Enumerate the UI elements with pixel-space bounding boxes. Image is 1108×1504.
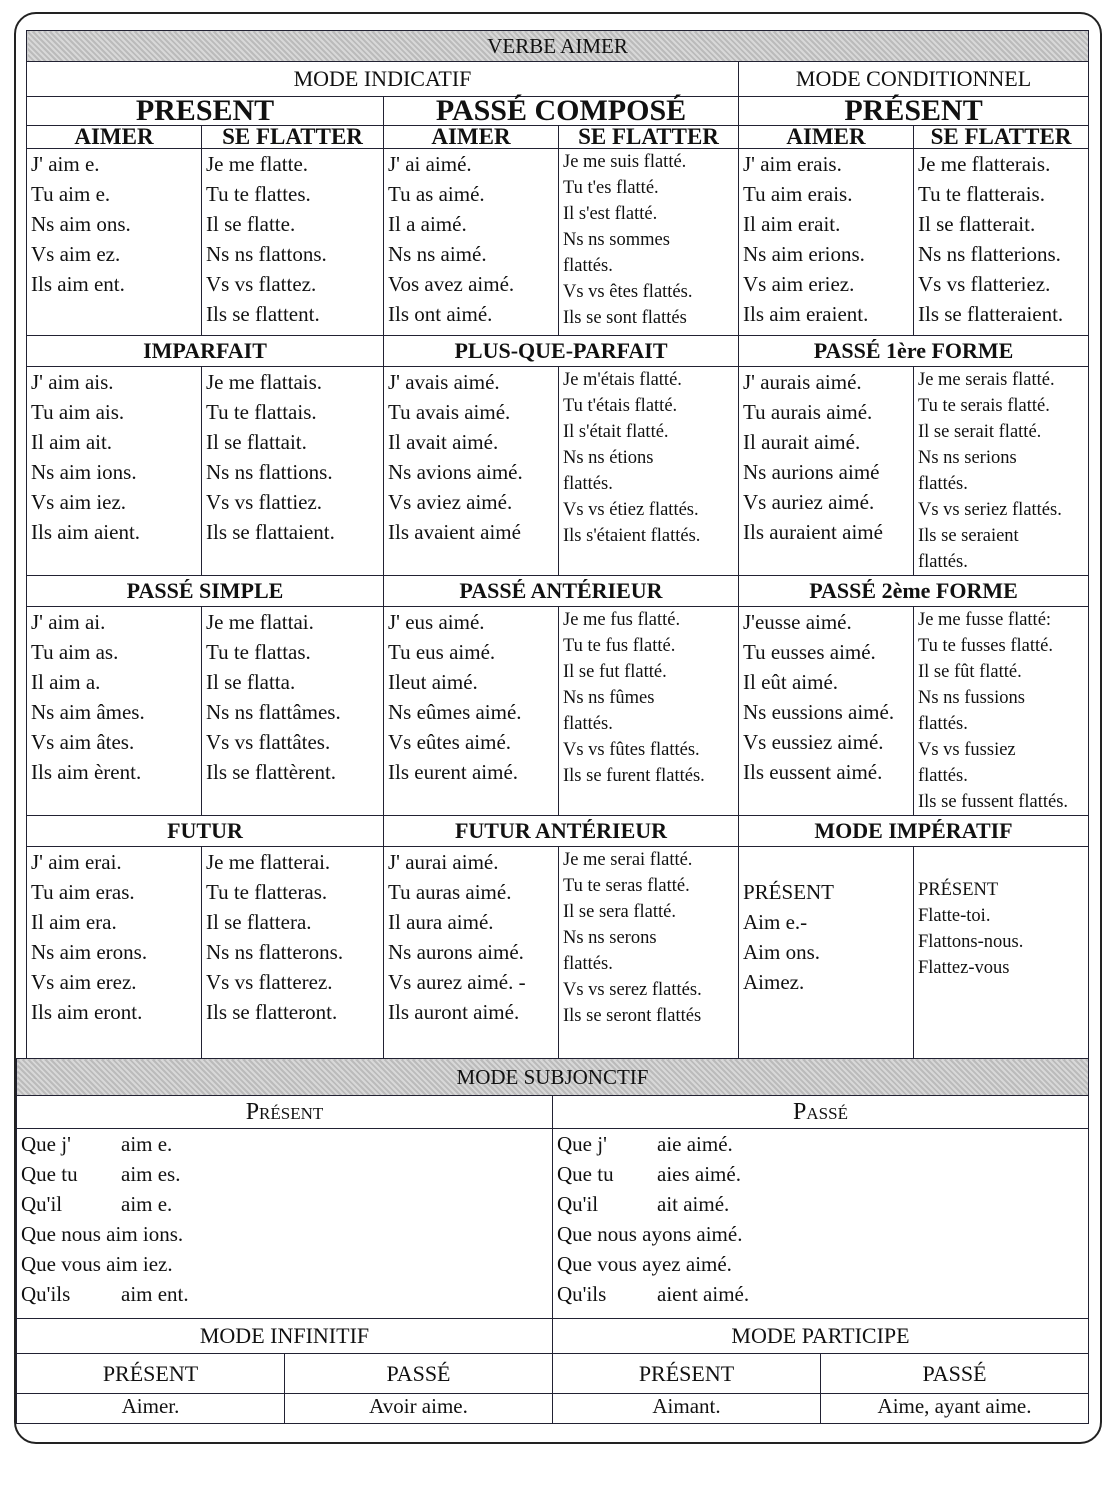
- conjugation-line: J' aim e.: [31, 152, 100, 176]
- conjugation-cell: [914, 607, 1089, 816]
- subjonctif-pronoun: Que vous aim iez.: [21, 1252, 173, 1276]
- conjugation-line: Vs vs flatteriez.: [918, 272, 1051, 296]
- conjugation-line: Flattez-vous: [918, 958, 1010, 978]
- conjugation-line: PRÉSENT: [918, 880, 999, 900]
- subjonctif-present-cell: [17, 1129, 553, 1319]
- conjugation-cell: [202, 149, 384, 336]
- conjugation-line: Ils se seront flattés: [563, 1006, 702, 1026]
- conjugation-line: Ns ns serions: [918, 448, 1017, 468]
- conjugation-line: Ns ns fussions: [918, 688, 1025, 708]
- conjugation-line: Ileut aimé.: [388, 670, 478, 694]
- conjugation-line: Ns ns flattons.: [206, 242, 327, 266]
- subjonctif-line: [557, 1249, 1084, 1279]
- conjugation-line: Il se flatterait.: [918, 212, 1036, 236]
- participe-passe-value: Aime, ayant aime.: [821, 1394, 1089, 1424]
- subjonctif-pronoun: Que tu: [557, 1162, 614, 1186]
- mode-conditionnel-label: MODE CONDITIONNEL: [739, 62, 1089, 97]
- conjugation-line: Il avait aimé.: [388, 430, 499, 454]
- conjugation-line: Ns aim âmes.: [31, 700, 145, 724]
- conjugation-cell: [739, 367, 914, 576]
- conjugation-line: Vos avez aimé.: [388, 272, 515, 296]
- conjugation-line: Ns aurons aimé.: [388, 940, 524, 964]
- conjugation-line: Tu aim as.: [31, 640, 119, 664]
- verb-column-heading: SE FLATTER: [914, 126, 1089, 149]
- conjugation-line: Ils s'étaient flattés.: [563, 526, 701, 546]
- conjugation-line: Ils auraient aimé: [743, 520, 883, 544]
- conjugation-line: J' aim ais.: [31, 370, 114, 394]
- verb-title: VERBE AIMER: [27, 31, 1089, 62]
- conjugation-line: Tu as aimé.: [388, 182, 485, 206]
- conjugation-line: Vs aim erez.: [31, 970, 137, 994]
- conjugation-line: Il se flatte.: [206, 212, 296, 236]
- conjugation-line: Ils aim èrent.: [31, 760, 142, 784]
- conjugation-line: J' aim erais.: [743, 152, 842, 176]
- conjugation-cell: [202, 607, 384, 816]
- conjugation-line: Aimez.: [743, 970, 805, 994]
- conjugation-line: Ils auront aimé.: [388, 1000, 520, 1024]
- tense-heading: PASSÉ ANTÉRIEUR: [384, 576, 739, 607]
- conjugation-line: Tu te flatteras.: [206, 880, 328, 904]
- tense-heading: PLUS-QUE-PARFAIT: [384, 336, 739, 367]
- conjugation-line: Tu t'étais flatté.: [563, 396, 678, 416]
- conjugation-line: PRÉSENT: [743, 880, 835, 904]
- conjugation-line: Il aim era.: [31, 910, 117, 934]
- conjugation-line: Ns ns serons: [563, 928, 657, 948]
- conjugation-line: Ns eussions aimé.: [743, 700, 895, 724]
- conjugation-line: Vs eussiez aimé.: [743, 730, 884, 754]
- conjugation-line: J'eusse aimé.: [743, 610, 852, 634]
- mode-infinitif-label: MODE INFINITIF: [17, 1319, 553, 1354]
- subjonctif-form: aies aimé.: [657, 1162, 741, 1186]
- conjugation-line: Aim e.-: [743, 910, 808, 934]
- conjugation-line: Ils avaient aimé: [388, 520, 521, 544]
- conjugation-line: Tu te flattes.: [206, 182, 311, 206]
- verb-column-heading: AIMER: [27, 126, 202, 149]
- conjugation-line: J' aim erai.: [31, 850, 122, 874]
- conjugation-line: Il se fût flatté.: [918, 662, 1022, 682]
- subjonctif-line: [21, 1249, 548, 1279]
- conjugation-line: Ns ns aimé.: [388, 242, 487, 266]
- conjugation-line: flattés.: [918, 766, 968, 786]
- subjonctif-present-heading: Présent: [17, 1096, 553, 1129]
- conjugation-line: Ns aurions aimé: [743, 460, 880, 484]
- conjugation-line: Il aurait aimé.: [743, 430, 861, 454]
- subjonctif-line: [557, 1189, 1084, 1219]
- conjugation-line: Je me flatterais.: [918, 152, 1051, 176]
- subjonctif-pronoun: Qu'ils: [21, 1282, 71, 1306]
- infinitif-passe-heading: PASSÉ: [285, 1354, 553, 1394]
- conjugation-line: flattés.: [563, 474, 613, 494]
- conjugation-line: Vs vs flattâtes.: [206, 730, 331, 754]
- subjonctif-pronoun: Qu'ils: [557, 1282, 607, 1306]
- conjugation-line: Vs aim iez.: [31, 490, 127, 514]
- conjugation-line: Tu aim ais.: [31, 400, 125, 424]
- conjugation-line: Tu aim erais.: [743, 182, 853, 206]
- conjugation-line: flattés.: [918, 552, 968, 572]
- conjugation-line: Ils se fussent flattés.: [918, 792, 1069, 812]
- conjugation-line: Vs vs fussiez: [918, 740, 1016, 760]
- participe-present-value: Aimant.: [553, 1394, 821, 1424]
- subjonctif-pronoun: Que tu: [21, 1162, 78, 1186]
- conjugation-line: Ils aim eraient.: [743, 302, 869, 326]
- conjugation-line: Vs vs flatterez.: [206, 970, 333, 994]
- conjugation-line: Il se flatta.: [206, 670, 296, 694]
- conjugation-line: Je me fusse flatté:: [918, 610, 1052, 630]
- conjugation-line: flattés.: [563, 256, 613, 276]
- conjugation-line: J' aurai aimé.: [388, 850, 499, 874]
- conjugation-line: Ns ns fûmes: [563, 688, 655, 708]
- conjugation-line: Ils aim aient.: [31, 520, 141, 544]
- conjugation-line: flattés.: [918, 714, 968, 734]
- infinitif-passe-value: Avoir aime.: [285, 1394, 553, 1424]
- conjugation-line: Ils se flatteraient.: [918, 302, 1064, 326]
- subjonctif-line: [21, 1129, 548, 1159]
- subjonctif-line: [21, 1219, 548, 1249]
- conjugation-line: Ns ns étions: [563, 448, 654, 468]
- conjugation-line: Tu aurais aimé.: [743, 400, 873, 424]
- tense-heading: FUTUR ANTÉRIEUR: [384, 816, 739, 847]
- subjonctif-table: [16, 1058, 1089, 1424]
- tense-heading: PASSÉ COMPOSÉ: [384, 97, 739, 126]
- tense-heading: PRESENT: [27, 97, 384, 126]
- conjugation-line: J' aurais aimé.: [743, 370, 862, 394]
- conjugation-line: Ils se sont flattés: [563, 308, 687, 328]
- conjugation-line: Ils se flattaient.: [206, 520, 335, 544]
- conjugation-line: Tu te flattas.: [206, 640, 311, 664]
- conjugation-line: Vs eûtes aimé.: [388, 730, 512, 754]
- conjugation-line: Ns ns flattions.: [206, 460, 333, 484]
- subjonctif-form: aim es.: [121, 1162, 181, 1186]
- conjugation-cell: [384, 607, 559, 816]
- conjugation-cell: [739, 607, 914, 816]
- subjonctif-line: [557, 1129, 1084, 1159]
- conjugation-line: Tu aim eras.: [31, 880, 135, 904]
- conjugation-cell: [739, 847, 914, 1059]
- conjugation-line: Tu aim e.: [31, 182, 111, 206]
- conjugation-line: Il se flattera.: [206, 910, 312, 934]
- conjugation-line: Ils se flatteront.: [206, 1000, 338, 1024]
- tense-heading: IMPARFAIT: [27, 336, 384, 367]
- conjugation-line: Ils ont aimé.: [388, 302, 493, 326]
- conjugation-line: Ns ns flattâmes.: [206, 700, 341, 724]
- conjugation-line: Il aim erait.: [743, 212, 841, 236]
- conjugation-cell: [384, 367, 559, 576]
- conjugation-line: Tu te fusses flatté.: [918, 636, 1053, 656]
- conjugation-line: Ns aim erons.: [31, 940, 148, 964]
- conjugation-line: Je me flattais.: [206, 370, 323, 394]
- conjugation-line: Tu eusses aimé.: [743, 640, 876, 664]
- subjonctif-form: aient aimé.: [657, 1282, 750, 1306]
- conjugation-line: Ils aim ent.: [31, 272, 125, 296]
- subjonctif-form: aim e.: [121, 1132, 173, 1156]
- conjugation-cell: [739, 149, 914, 336]
- conjugation-line: Tu t'es flatté.: [563, 178, 659, 198]
- conjugation-cell: [559, 607, 739, 816]
- tense-heading: PASSÉ 1ère FORME: [739, 336, 1089, 367]
- conjugation-line: Il se fut flatté.: [563, 662, 667, 682]
- subjonctif-line: [21, 1279, 548, 1309]
- infinitif-present-value: Aimer.: [17, 1394, 285, 1424]
- conjugation-cell: [559, 367, 739, 576]
- conjugation-line: J' aim ai.: [31, 610, 106, 634]
- subjonctif-form: aie aimé.: [657, 1132, 733, 1156]
- tense-heading: PRÉSENT: [739, 97, 1089, 126]
- subjonctif-line: [557, 1219, 1084, 1249]
- conjugation-cell: [27, 149, 202, 336]
- conjugation-line: J' eus aimé.: [388, 610, 485, 634]
- conjugation-line: Ils se furent flattés.: [563, 766, 705, 786]
- subjonctif-line: [21, 1159, 548, 1189]
- conjugation-line: Il se serait flatté.: [918, 422, 1042, 442]
- conjugation-cell: [914, 367, 1089, 576]
- conjugation-line: Vs auriez aimé.: [743, 490, 875, 514]
- conjugation-line: Il se flattait.: [206, 430, 307, 454]
- conjugation-line: Il aim a.: [31, 670, 101, 694]
- conjugation-cell: [202, 367, 384, 576]
- conjugation-cell: [384, 149, 559, 336]
- conjugation-cell: [559, 847, 739, 1059]
- conjugation-line: Je me fus flatté.: [563, 610, 681, 630]
- subjonctif-line: [557, 1159, 1084, 1189]
- participe-passe-heading: PASSÉ: [821, 1354, 1089, 1394]
- conjugation-line: Ils se flattent.: [206, 302, 320, 326]
- conjugation-line: Je me suis flatté.: [563, 152, 687, 172]
- conjugation-line: Ns aim ions.: [31, 460, 137, 484]
- conjugation-line: J' avais aimé.: [388, 370, 500, 394]
- conjugation-line: Il aim ait.: [31, 430, 113, 454]
- conjugation-line: Vs aurez aimé. -: [388, 970, 526, 994]
- conjugation-line: Flatte-toi.: [918, 906, 991, 926]
- conjugation-line: flattés.: [918, 474, 968, 494]
- subjonctif-pronoun: Qu'il: [557, 1192, 599, 1216]
- subjonctif-pronoun: Que j': [557, 1132, 607, 1156]
- conjugation-line: Je me serai flatté.: [563, 850, 693, 870]
- conjugation-line: Flattons-nous.: [918, 932, 1024, 952]
- indicatif-conditionnel-table: [26, 30, 1089, 1059]
- conjugation-line: Vs aim âtes.: [31, 730, 135, 754]
- conjugation-line: Je me flatterai.: [206, 850, 331, 874]
- conjugation-cell: [202, 847, 384, 1059]
- tense-heading: MODE IMPÉRATIF: [739, 816, 1089, 847]
- subjonctif-pronoun: Qu'il: [21, 1192, 63, 1216]
- conjugation-line: Il se sera flatté.: [563, 902, 676, 922]
- subjonctif-passe-heading: Passé: [553, 1096, 1089, 1129]
- conjugation-line: Ils se flattèrent.: [206, 760, 337, 784]
- verb-column-heading: SE FLATTER: [202, 126, 384, 149]
- conjugation-line: Ils se seraient: [918, 526, 1019, 546]
- conjugation-line: Ns ns flatterons.: [206, 940, 344, 964]
- subjonctif-pronoun: Que j': [21, 1132, 71, 1156]
- conjugation-cell: [914, 149, 1089, 336]
- conjugation-line: Je me serais flatté.: [918, 370, 1055, 390]
- conjugation-line: Je me flattai.: [206, 610, 314, 634]
- conjugation-line: Ns eûmes aimé.: [388, 700, 522, 724]
- conjugation-line: Vs aviez aimé.: [388, 490, 513, 514]
- conjugation-cell: [27, 367, 202, 576]
- conjugation-cell: [559, 149, 739, 336]
- tense-heading: FUTUR: [27, 816, 384, 847]
- conjugation-line: Ils aim eront.: [31, 1000, 143, 1024]
- conjugation-line: Vs vs êtes flattés.: [563, 282, 693, 302]
- conjugation-line: Vs aim ez.: [31, 242, 121, 266]
- conjugation-line: Je me flatte.: [206, 152, 309, 176]
- conjugation-line: Vs aim eriez.: [743, 272, 855, 296]
- conjugation-line: Il s'est flatté.: [563, 204, 658, 224]
- mode-participe-label: MODE PARTICIPE: [553, 1319, 1089, 1354]
- mode-subjonctif-label: MODE SUBJONCTIF: [17, 1059, 1089, 1096]
- conjugation-line: Tu avais aimé.: [388, 400, 511, 424]
- conjugation-line: Vs vs flattez.: [206, 272, 317, 296]
- subjonctif-line: [557, 1279, 1084, 1309]
- subjonctif-passe-cell: [553, 1129, 1089, 1319]
- conjugation-line: Ns aim erions.: [743, 242, 865, 266]
- conjugation-line: Il a aimé.: [388, 212, 467, 236]
- conjugation-line: Tu te fus flatté.: [563, 636, 676, 656]
- conjugation-line: Tu te serais flatté.: [918, 396, 1050, 416]
- subjonctif-pronoun: Que vous ayez aimé.: [557, 1252, 732, 1276]
- conjugation-line: Tu eus aimé.: [388, 640, 496, 664]
- tense-heading: PASSÉ SIMPLE: [27, 576, 384, 607]
- conjugation-line: flattés.: [563, 954, 613, 974]
- subjonctif-line: [21, 1189, 548, 1219]
- subjonctif-form: aim ent.: [121, 1282, 189, 1306]
- infinitif-present-heading: PRÉSENT: [17, 1354, 285, 1394]
- conjugation-line: Vs vs seriez flattés.: [918, 500, 1062, 520]
- conjugation-line: Il eût aimé.: [743, 670, 839, 694]
- conjugation-line: Ns avions aimé.: [388, 460, 523, 484]
- conjugation-line: Il s'était flatté.: [563, 422, 669, 442]
- tense-heading: PASSÉ 2ème FORME: [739, 576, 1089, 607]
- conjugation-cell: [27, 847, 202, 1059]
- conjugation-line: Ils eussent aimé.: [743, 760, 883, 784]
- participe-present-heading: PRÉSENT: [553, 1354, 821, 1394]
- subjonctif-form: ait aimé.: [657, 1192, 730, 1216]
- conjugation-line: Vs vs fûtes flattés.: [563, 740, 700, 760]
- conjugation-line: Je m'étais flatté.: [563, 370, 682, 390]
- mode-indicatif-label: MODE INDICATIF: [27, 62, 739, 97]
- conjugation-cell: [384, 847, 559, 1059]
- conjugation-line: Ns aim ons.: [31, 212, 131, 236]
- verb-column-heading: AIMER: [739, 126, 914, 149]
- conjugation-line: Ns ns flatterions.: [918, 242, 1061, 266]
- conjugation-line: Tu te flatterais.: [918, 182, 1045, 206]
- subjonctif-pronoun: Que nous aim ions.: [21, 1222, 184, 1246]
- conjugation-line: Vs vs serez flattés.: [563, 980, 702, 1000]
- conjugation-cell: [27, 607, 202, 816]
- verb-column-heading: AIMER: [384, 126, 559, 149]
- conjugation-line: flattés.: [563, 714, 613, 734]
- conjugation-line: Ns ns sommes: [563, 230, 670, 250]
- verb-column-heading: SE FLATTER: [559, 126, 739, 149]
- conjugation-line: Vs vs étiez flattés.: [563, 500, 699, 520]
- conjugation-cell: [914, 847, 1089, 1059]
- subjonctif-pronoun: Que nous ayons aimé.: [557, 1222, 743, 1246]
- conjugation-line: J' ai aimé.: [388, 152, 472, 176]
- conjugation-line: Il aura aimé.: [388, 910, 494, 934]
- conjugation-line: Tu auras aimé.: [388, 880, 512, 904]
- conjugation-line: Vs vs flattiez.: [206, 490, 323, 514]
- conjugation-line: Aim ons.: [743, 940, 821, 964]
- conjugation-line: Tu te flattais.: [206, 400, 317, 424]
- conjugation-line: Tu te seras flatté.: [563, 876, 690, 896]
- subjonctif-form: aim e.: [121, 1192, 173, 1216]
- conjugation-line: Ils eurent aimé.: [388, 760, 519, 784]
